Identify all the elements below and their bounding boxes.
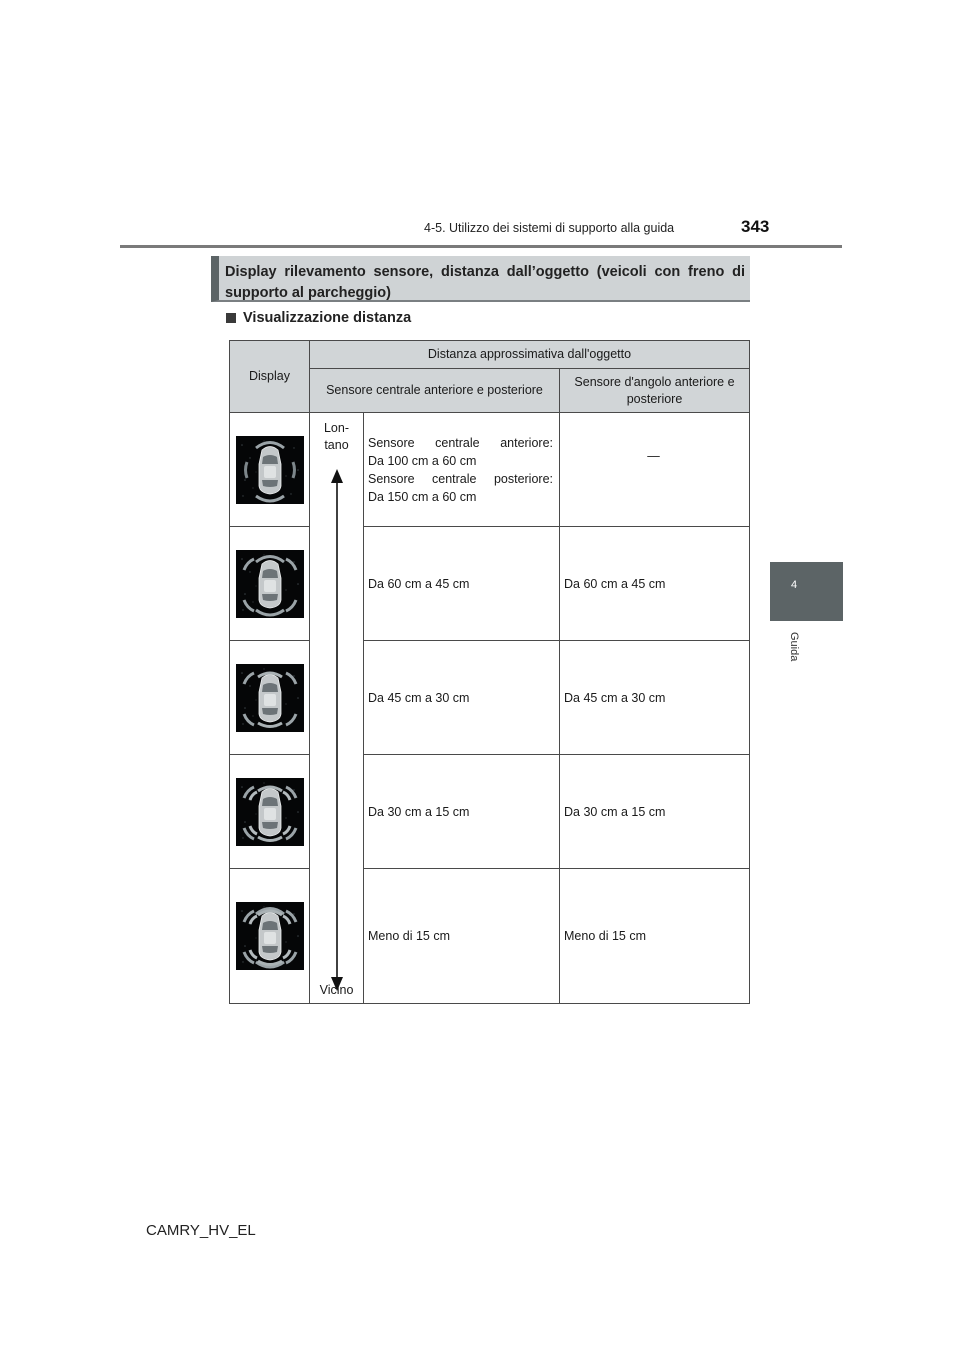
distance-table: [229, 340, 750, 1004]
far-label: Lon- tano: [323, 421, 350, 452]
square-bullet-icon: [226, 313, 236, 323]
display-cell: [230, 527, 310, 641]
corner-value: Da 45 cm a 30 cm: [560, 641, 750, 755]
display-cell: [230, 413, 310, 527]
header-corner-sensor: Sensore d'angolo anteriore e posteriore: [560, 369, 750, 413]
header-title: 4-5. Utilizzo dei sistemi di supporto alla guida: [424, 221, 675, 235]
central-line: Da 100 cm a 60 cm: [368, 453, 477, 468]
parking-sensor-display-icon: [236, 436, 304, 504]
corner-dash: —: [647, 448, 660, 463]
corner-value: [560, 413, 750, 527]
table-row: [230, 755, 750, 869]
central-value: [364, 413, 560, 527]
corner-value: Da 30 cm a 15 cm: [560, 755, 750, 869]
central-line: Da 150 cm a 60 cm: [368, 489, 477, 504]
table-row: [230, 413, 750, 527]
table-row: [230, 641, 750, 755]
central-value: Da 30 cm a 15 cm: [364, 755, 560, 869]
subsection-title: Visualizzazione distanza: [243, 310, 412, 326]
table-header-row: [230, 341, 750, 369]
header-display: Display: [230, 341, 310, 413]
distance-arrow-icon: [328, 469, 346, 991]
display-cell: [230, 641, 310, 755]
central-value: Meno di 15 cm: [364, 869, 560, 1004]
model-code: CAMRY_HV_EL: [146, 1222, 256, 1239]
parking-sensor-display-icon: [236, 664, 304, 732]
chapter-tab[interactable]: [770, 562, 843, 621]
table-row: [230, 869, 750, 1004]
parking-sensor-display-icon: [236, 778, 304, 846]
header-distance: Distanza approssimativa dall'oggetto: [310, 341, 750, 369]
page-number: 343: [741, 217, 770, 236]
parking-sensor-display-icon: [236, 550, 304, 618]
display-cell: [230, 755, 310, 869]
display-cell: [230, 869, 310, 1004]
near-label: Vicino: [319, 983, 354, 997]
central-line: Sensore centrale posteriore:: [368, 471, 553, 486]
parking-sensor-display-icon: [236, 902, 304, 970]
corner-value: Da 60 cm a 45 cm: [560, 527, 750, 641]
central-value: Da 60 cm a 45 cm: [364, 527, 560, 641]
central-line: Sensore centrale anteriore:: [368, 435, 553, 450]
distance-arrow-cell: [310, 413, 364, 1004]
central-value: Da 45 cm a 30 cm: [364, 641, 560, 755]
table-row: [230, 527, 750, 641]
corner-value: Meno di 15 cm: [560, 869, 750, 1004]
chapter-number: 4: [791, 579, 798, 591]
header-divider: [120, 245, 842, 248]
header-central-sensor: Sensore centrale anteriore e posteriore: [310, 369, 560, 413]
section-title: Display rilevamento sensore, distanza dall’oggetto (veicoli con freno di supporto al parcheggio): [225, 264, 745, 301]
chapter-label: Guida: [788, 632, 800, 662]
